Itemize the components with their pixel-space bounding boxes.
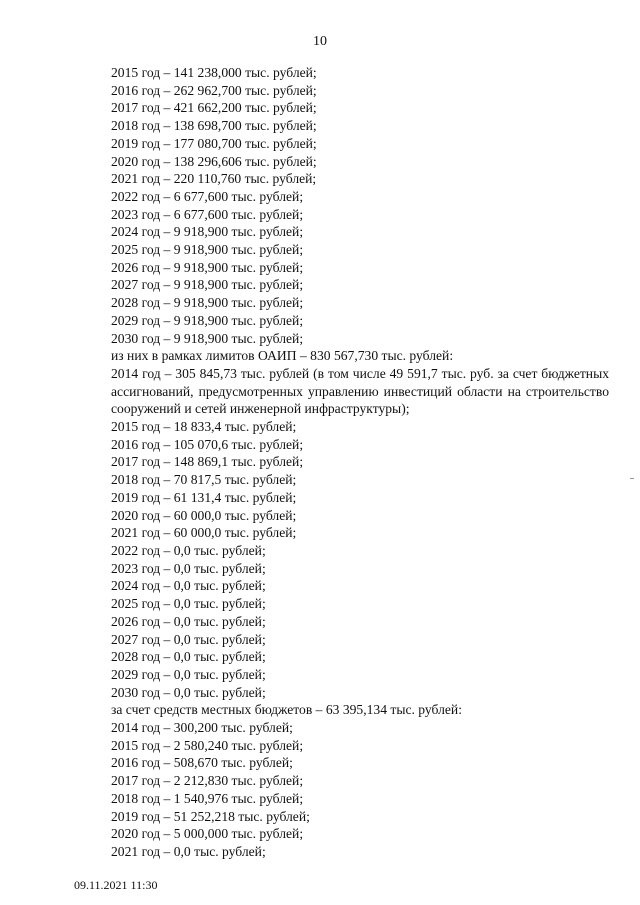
year-amount-line: 2018 год – 138 698,700 тыс. рублей;	[111, 118, 317, 134]
oaip-by-year-list	[74, 418, 609, 701]
year-amount-line: 2030 год – 9 918,900 тыс. рублей;	[111, 330, 304, 346]
year-amount-line: 2021 год – 0,0 тыс. рублей;	[111, 843, 266, 859]
year-amount-line: 2029 год – 9 918,900 тыс. рублей;	[111, 312, 304, 328]
year-amount-line: 2024 год – 0,0 тыс. рублей;	[111, 578, 266, 594]
year-amount-line: 2020 год – 138 296,606 тыс. рублей;	[111, 153, 317, 169]
year-amount-line: 2017 год – 2 212,830 тыс. рублей;	[111, 773, 304, 789]
year-amount-line: 2020 год – 5 000,000 тыс. рублей;	[111, 826, 304, 842]
local-budget-by-year-list	[74, 719, 609, 861]
year-amount-line: 2028 год – 9 918,900 тыс. рублей;	[111, 295, 304, 311]
year-amount-line: 2017 год – 421 662,200 тыс. рублей;	[111, 100, 317, 116]
year-amount-line: 2019 год – 61 131,4 тыс. рублей;	[111, 489, 297, 505]
year-amount-line: 2025 год – 9 918,900 тыс. рублей;	[111, 242, 304, 258]
oaip-heading: из них в рамках лимитов ОАИП – 830 567,730 тыс. рублей:	[111, 348, 454, 364]
year-amount-line: 2024 год – 9 918,900 тыс. рублей;	[111, 224, 304, 240]
year-amount-line: 2030 год – 0,0 тыс. рублей;	[111, 684, 266, 700]
year-amount-line: 2029 год – 0,0 тыс. рублей;	[111, 666, 266, 682]
year-amount-line: 2028 год – 0,0 тыс. рублей;	[111, 649, 266, 665]
year-amount-line: 2020 год – 60 000,0 тыс. рублей;	[111, 507, 297, 523]
year-amount-line: 2018 год – 1 540,976 тыс. рублей;	[111, 790, 304, 806]
year-amount-line: 2022 год – 0,0 тыс. рублей;	[111, 542, 266, 558]
year-amount-line: 2016 год – 262 962,700 тыс. рублей;	[111, 82, 317, 98]
document-body	[74, 64, 609, 861]
year-amount-line: 2015 год – 141 238,000 тыс. рублей;	[111, 65, 317, 80]
year-amount-line: 2023 год – 6 677,600 тыс. рублей;	[111, 206, 304, 222]
year-amount-line: 2023 год – 0,0 тыс. рублей;	[111, 560, 266, 576]
local-budget-heading: за счет средств местных бюджетов – 63 395,134 тыс. рублей:	[111, 702, 462, 718]
year-amount-line: 2014 год – 300,200 тыс. рублей;	[111, 720, 293, 736]
year-amount-line: 2026 год – 9 918,900 тыс. рублей;	[111, 259, 304, 275]
footer-timestamp: 09.11.2021 11:30	[74, 878, 158, 892]
year-amount-line: 2015 год – 18 833,4 тыс. рублей;	[111, 419, 297, 435]
year-amount-line: 2018 год – 70 817,5 тыс. рублей;	[111, 472, 297, 488]
year-amount-line: 2019 год – 177 080,700 тыс. рублей;	[111, 135, 317, 151]
year-amount-line: 2021 год – 220 110,760 тыс. рублей;	[111, 171, 317, 187]
year-amount-line: 2016 год – 508,670 тыс. рублей;	[111, 755, 293, 771]
year-amount-line: 2017 год – 148 869,1 тыс. рублей;	[111, 454, 304, 470]
year-amount-line: 2021 год – 60 000,0 тыс. рублей;	[111, 525, 297, 541]
page-number: 10	[313, 34, 327, 49]
total-by-year-list	[74, 64, 609, 347]
year-amount-line: 2027 год – 0,0 тыс. рублей;	[111, 631, 266, 647]
year-amount-line: 2025 год – 0,0 тыс. рублей;	[111, 596, 266, 612]
year-amount-line: 2016 год – 105 070,6 тыс. рублей;	[111, 436, 304, 452]
year-amount-line: 2022 год – 6 677,600 тыс. рублей;	[111, 188, 304, 204]
year-amount-line: 2027 год – 9 918,900 тыс. рублей;	[111, 277, 304, 293]
oaip-2014-paragraph: 2014 год – 305 845,73 тыс. рублей (в том числе 49 591,7 тыс. руб. за счет бюджетных ассигнований, предусмотренных управлению инвестиций области на строительство сооружений и сетей инженерной инфраструктуры);	[111, 365, 609, 417]
year-amount-line: 2015 год – 2 580,240 тыс. рублей;	[111, 737, 304, 753]
margin-mark	[630, 478, 634, 479]
year-amount-line: 2026 год – 0,0 тыс. рублей;	[111, 613, 266, 629]
year-amount-line: 2019 год – 51 252,218 тыс. рублей;	[111, 808, 310, 824]
